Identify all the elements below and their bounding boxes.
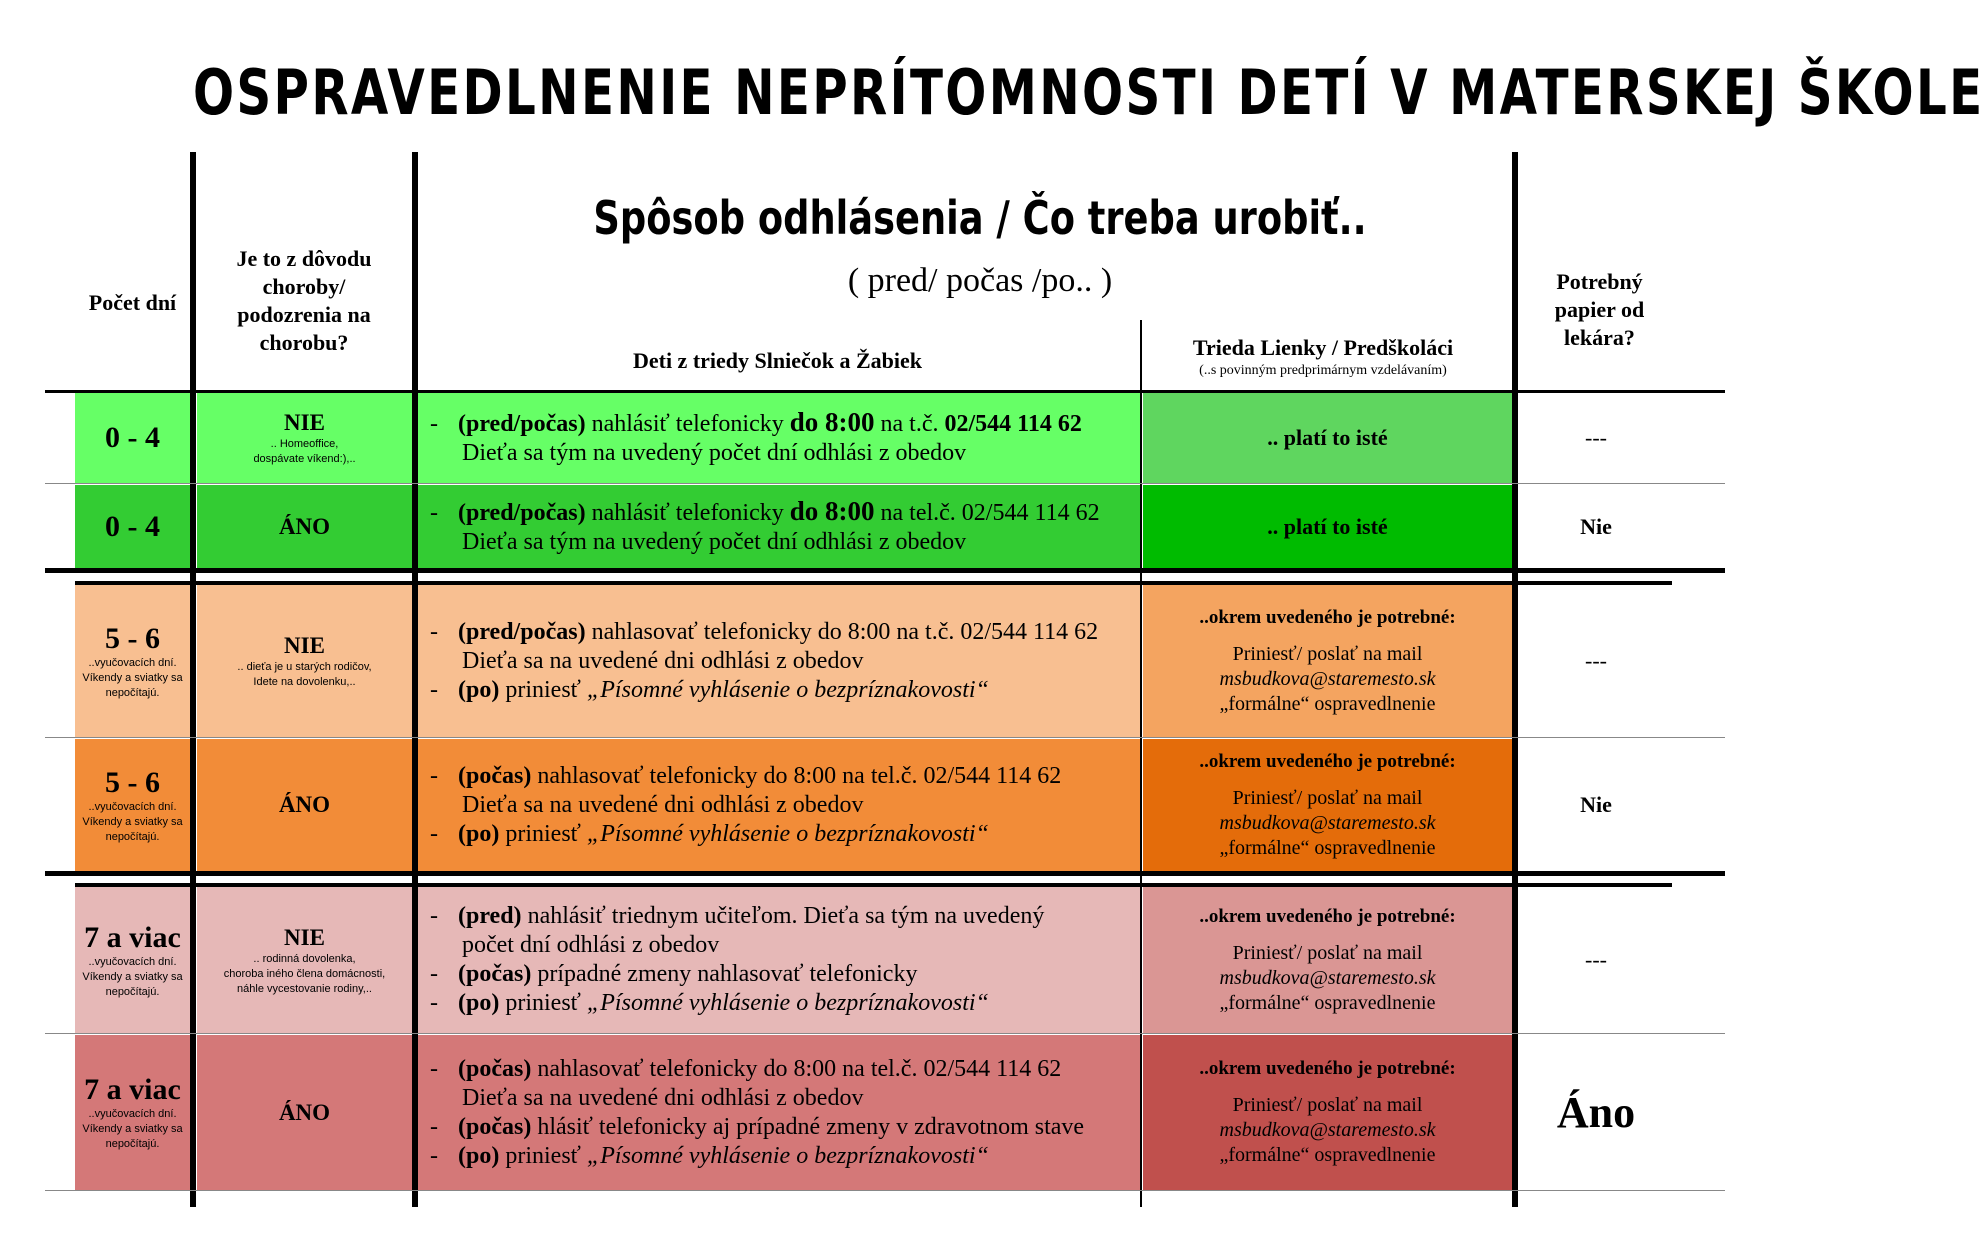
lienky-line: „formálne“ ospravedlnenie — [1219, 1144, 1436, 1166]
instruction-line — [430, 676, 989, 705]
lienky-heading: ..okrem uvedeného je potrebné: — [1199, 750, 1456, 772]
instruction-line — [430, 820, 989, 849]
days-note: nepočítajú. — [105, 1138, 160, 1150]
reason-cell — [197, 585, 412, 737]
bullet-dash: - — [430, 990, 438, 1016]
grid-line — [75, 581, 1672, 585]
instruction-text: Dieťa sa na uvedené dni odhlási z obedov — [462, 647, 864, 674]
header-method-subtitle: ( pred/ počas /po.. ) — [847, 262, 1113, 299]
instruction-timing: (pred/počas) — [458, 411, 586, 437]
bullet-dash: - — [430, 903, 438, 929]
instruction-text: Dieťa sa tým na uvedený počet dní odhlási z obedov — [462, 528, 967, 555]
instruction-line — [430, 497, 1100, 528]
days-note: Víkendy a sviatky sa — [82, 815, 183, 828]
instruction-bold: do 8:00 — [789, 495, 875, 526]
lienky-line: Priniesť/ poslať na mail — [1232, 786, 1423, 809]
email-address: msbudkova@staremesto.sk — [1219, 667, 1436, 690]
instruction-text: priniesť — [499, 990, 587, 1016]
instruction-timing: (po) — [458, 820, 500, 847]
instruction-line — [430, 408, 1082, 439]
grid-line — [45, 568, 1725, 573]
doctor-value: --- — [1585, 947, 1607, 972]
instruction-timing: (pred/počas) — [458, 499, 586, 526]
reason-cell — [197, 739, 412, 871]
header-method-title: Spôsob odhlásenia / Čo treba urobiť.. — [593, 191, 1367, 245]
instruction-document: „Písomné vyhlásenie o bezpríznakovosti“ — [586, 676, 989, 703]
days-note: ..vyučovacích dní. — [88, 800, 177, 813]
instruction-text: na tel.č. 02/544 114 62 — [874, 499, 1100, 526]
bullet-dash: - — [430, 1142, 438, 1169]
doctor-cell — [1520, 585, 1672, 737]
header-doctor: Potrebný papier od lekára? — [1554, 269, 1645, 350]
days-cell — [75, 1035, 190, 1190]
lienky-text: .. platí to isté — [1267, 513, 1388, 539]
lienky-heading: ..okrem uvedeného je potrebné: — [1199, 606, 1456, 628]
doctor-cell — [1520, 393, 1672, 483]
reason-note: náhle vycestovanie rodiny,.. — [237, 982, 372, 995]
instruction-document: „Písomné vyhlásenie o bezpríznakovosti“ — [586, 820, 989, 847]
reason-note: Idete na dovolenku,.. — [253, 676, 356, 688]
instructions-cell — [418, 1035, 1140, 1190]
doctor-value: Áno — [1556, 1088, 1636, 1137]
doctor-cell — [1520, 739, 1672, 871]
bullet-dash: - — [430, 1113, 438, 1140]
header-reason: Je to z dôvodu choroby/ podozrenia na chorobu? — [236, 246, 372, 355]
grid-line — [45, 390, 1725, 393]
days-note: Víkendy a sviatky sa — [82, 671, 183, 684]
days-cell — [75, 485, 190, 568]
doctor-cell — [1520, 887, 1672, 1033]
days-note: nepočítajú. — [105, 985, 160, 998]
instruction-text: priniesť — [499, 820, 587, 847]
lienky-line: „formálne“ ospravedlnenie — [1219, 692, 1436, 715]
instruction-text: Dieťa sa na uvedené dni odhlási z obedov — [462, 791, 864, 818]
lienky-cell — [1143, 887, 1512, 1033]
reason-value: NIE — [284, 633, 325, 658]
bullet-dash: - — [430, 411, 438, 437]
email-address: msbudkova@staremesto.sk — [1219, 811, 1436, 834]
instructions-cell — [418, 739, 1140, 871]
lienky-line: Priniesť/ poslať na mail — [1232, 642, 1423, 665]
instruction-text: nahlasovať telefonicky do 8:00 na tel.č. 02/544 114 62 — [531, 762, 1062, 789]
reason-value: NIE — [284, 924, 325, 950]
instruction-line — [430, 989, 989, 1018]
instruction-line — [430, 902, 1044, 931]
instruction-text: počet dní odhlási z obedov — [462, 932, 720, 958]
bullet-dash: - — [430, 618, 438, 645]
instruction-timing: (počas) — [458, 1055, 532, 1082]
grid-line — [1512, 152, 1518, 1207]
instruction-line — [430, 1113, 1084, 1142]
instruction-timing: (po) — [458, 676, 500, 703]
header-group1: Deti z triedy Slniečok a Žabiek — [632, 348, 923, 373]
reason-value: ÁNO — [278, 792, 331, 817]
days-note: Víkendy a sviatky sa — [82, 1123, 183, 1135]
days-value: 5 - 6 — [105, 765, 160, 799]
bullet-dash: - — [430, 676, 438, 703]
days-value: 5 - 6 — [105, 621, 160, 655]
instruction-timing: (počas) — [458, 961, 532, 987]
lienky-heading: ..okrem uvedeného je potrebné: — [1199, 905, 1456, 927]
bullet-dash: - — [430, 820, 438, 847]
lienky-line: Priniesť/ poslať na mail — [1232, 941, 1423, 964]
reason-note: .. Homeoffice, — [270, 438, 339, 450]
bullet-dash: - — [430, 1055, 438, 1082]
instruction-document: „Písomné vyhlásenie o bezpríznakovosti“ — [586, 990, 989, 1016]
instruction-text: nahlasovať telefonicky do 8:00 na t.č. 02/544 114 62 — [585, 618, 1099, 645]
instruction-line — [430, 1055, 1061, 1084]
lienky-line: „formálne“ ospravedlnenie — [1219, 836, 1436, 859]
reason-cell — [197, 393, 412, 483]
instruction-line — [430, 528, 966, 557]
instruction-timing: (počas) — [458, 762, 532, 789]
instruction-line — [430, 439, 966, 468]
days-cell — [75, 739, 190, 871]
instruction-text: Dieťa sa na uvedené dni odhlási z obedov — [462, 1084, 864, 1111]
header-group2-note: (..s povinným predprimárnym vzdelávaním) — [1199, 363, 1447, 378]
instruction-document: „Písomné vyhlásenie o bezpríznakovosti“ — [586, 1142, 989, 1169]
instruction-text: nahlásiť triednym učiteľom. Dieťa sa tým na uvedený — [521, 903, 1045, 929]
instruction-line — [430, 647, 863, 676]
days-cell — [75, 585, 190, 737]
reason-note: .. rodinná dovolenka, — [253, 952, 356, 965]
days-value: 0 - 4 — [105, 421, 160, 454]
instruction-line — [430, 762, 1061, 791]
days-note: Víkendy a sviatky sa — [82, 970, 183, 983]
instruction-line — [430, 931, 719, 960]
doctor-cell — [1520, 1035, 1672, 1190]
lienky-cell — [1143, 739, 1512, 871]
doctor-value: --- — [1585, 425, 1607, 450]
instruction-timing: (pred/počas) — [458, 618, 586, 645]
instruction-text: priniesť — [499, 676, 587, 703]
lienky-line: „formálne“ ospravedlnenie — [1219, 991, 1436, 1014]
days-note: ..vyučovacích dní. — [88, 1108, 177, 1120]
days-value: 7 a viac — [84, 1073, 181, 1106]
instruction-text: na t.č. — [874, 411, 945, 437]
grid-line — [1140, 320, 1142, 1207]
reason-note: choroba iného člena domácnosti, — [223, 967, 386, 980]
instruction-timing: (po) — [458, 1142, 500, 1169]
email-address: msbudkova@staremesto.sk — [1219, 966, 1436, 989]
lienky-cell — [1143, 393, 1512, 483]
instruction-text: nahlasovať telefonicky do 8:00 na tel.č. 02/544 114 62 — [531, 1055, 1062, 1082]
lienky-text: .. platí to isté — [1267, 425, 1388, 450]
reason-cell — [197, 1035, 412, 1190]
days-cell — [75, 393, 190, 483]
doctor-value: --- — [1585, 648, 1607, 673]
grid-line — [190, 152, 196, 1207]
reason-note: .. dieťa je u starých rodičov, — [237, 661, 372, 673]
lienky-cell — [1143, 485, 1512, 568]
lienky-cell — [1143, 1035, 1512, 1190]
doctor-cell — [1520, 485, 1672, 568]
bullet-dash: - — [430, 762, 438, 789]
days-value: 0 - 4 — [105, 509, 160, 543]
grid-line — [45, 737, 1725, 738]
page-title: OSPRAVEDLNENIE NEPRÍTOMNOSTI DETÍ V MATERSKEJ ŠKOLE — [192, 56, 1985, 129]
email-address: msbudkova@staremesto.sk — [1219, 1119, 1436, 1141]
reason-value: NIE — [284, 410, 325, 435]
days-note: nepočítajú. — [105, 830, 160, 843]
grid-line — [45, 871, 1725, 876]
instructions-cell — [418, 393, 1140, 483]
grid-line — [75, 883, 1672, 887]
instruction-phone: 02/544 114 62 — [944, 411, 1082, 437]
doctor-value: Nie — [1580, 792, 1612, 817]
bullet-dash: - — [430, 499, 438, 526]
days-value: 7 a viac — [84, 920, 181, 954]
reason-note: dospávate víkend:),.. — [253, 453, 356, 465]
header-group2: Trieda Lienky / Predškoláci — [1192, 335, 1454, 360]
instruction-text: nahlásiť telefonicky — [585, 499, 790, 526]
instruction-text: Dieťa sa tým na uvedený počet dní odhlási z obedov — [462, 440, 967, 466]
instructions-cell — [418, 485, 1140, 568]
instruction-text: nahlásiť telefonicky — [585, 411, 790, 437]
days-cell — [75, 887, 190, 1033]
instruction-timing: (počas) — [458, 1113, 532, 1140]
lienky-line: Priniesť/ poslať na mail — [1232, 1094, 1423, 1116]
instruction-line — [430, 791, 863, 820]
instructions-cell — [418, 887, 1140, 1033]
lienky-heading: ..okrem uvedeného je potrebné: — [1199, 1058, 1456, 1079]
days-note: nepočítajú. — [105, 686, 160, 699]
grid-line — [45, 1190, 1725, 1191]
grid-line — [45, 483, 1725, 484]
instruction-text: prípadné zmeny nahlasovať telefonicky — [531, 961, 918, 987]
instruction-line — [430, 1142, 989, 1171]
instruction-text: hlásiť telefonicky aj prípadné zmeny v zdravotnom stave — [531, 1113, 1085, 1140]
header-days: Počet dní — [88, 290, 177, 315]
doctor-value: Nie — [1580, 513, 1612, 539]
instruction-timing: (po) — [458, 990, 500, 1016]
lienky-cell — [1143, 585, 1512, 737]
reason-value: ÁNO — [278, 513, 331, 539]
instructions-cell — [418, 585, 1140, 737]
reason-cell — [197, 887, 412, 1033]
instruction-line — [430, 1084, 863, 1113]
instruction-bold: do 8:00 — [789, 407, 875, 437]
instruction-text: priniesť — [499, 1142, 587, 1169]
grid-line — [45, 1033, 1725, 1034]
instruction-timing: (pred) — [458, 903, 522, 929]
reason-value: ÁNO — [278, 1099, 331, 1125]
days-note: ..vyučovacích dní. — [88, 656, 177, 669]
grid-line — [412, 152, 418, 1207]
bullet-dash: - — [430, 961, 438, 987]
reason-cell — [197, 485, 412, 568]
instruction-line — [430, 618, 1098, 647]
instruction-line — [430, 960, 917, 989]
days-note: ..vyučovacích dní. — [88, 955, 177, 968]
